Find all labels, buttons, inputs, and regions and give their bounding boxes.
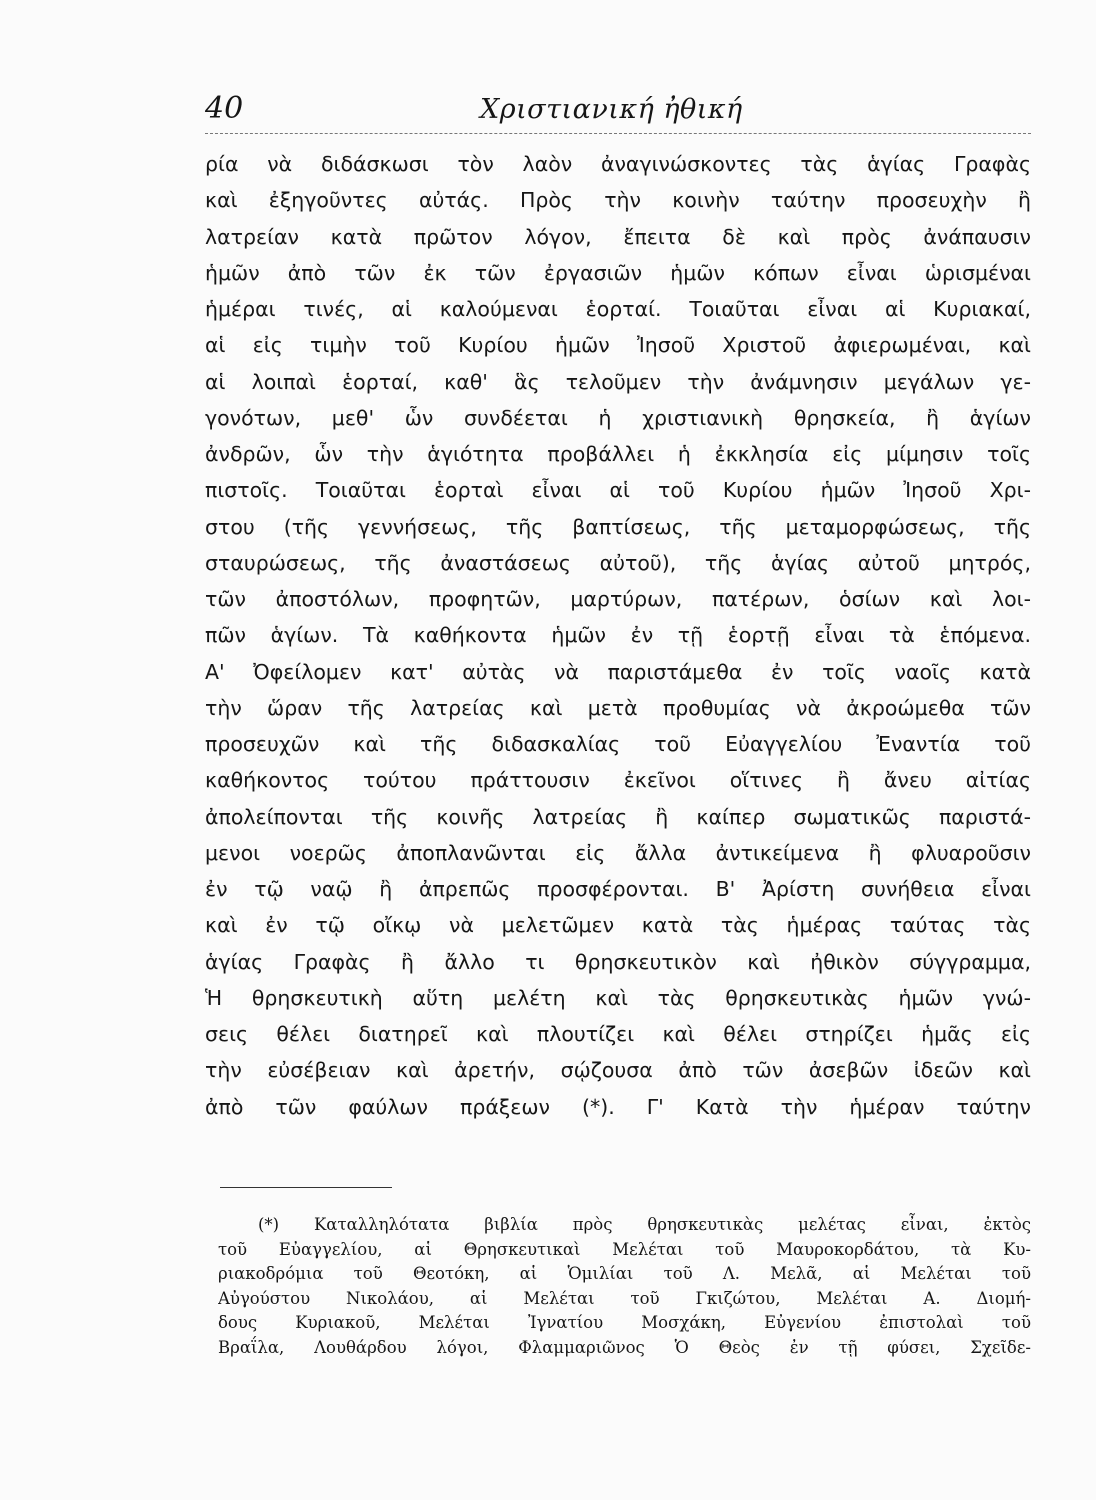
text-line: τὴν εὐσέβειαν καὶ ἀρετήν, σῴζουσα ἀπὸ τῶν ἀσεβῶν ἰδεῶν καὶ xyxy=(205,1058,1031,1083)
text-line: προσευχῶν καὶ τῆς διδασκαλίας τοῦ Εὐαγγελίου Ἐναντία τοῦ xyxy=(205,732,1031,756)
text-line: σταυρώσεως, τῆς ἀναστάσεως αὐτοῦ), τῆς ἁγίας αὐτοῦ μητρός, xyxy=(205,550,1031,575)
text-line: πῶν ἁγίων. Τὰ καθήκοντα ἡμῶν ἐν τῇ ἑορτῇ εἶναι τὰ ἑπόμενα. xyxy=(205,623,1031,648)
text-line: Α' Ὀφείλομεν κατ' αὐτὰς νὰ παριστάμεθα ἐν τοῖς ναοῖς κατὰ xyxy=(205,659,1031,684)
page-number: 40 xyxy=(205,91,244,126)
header-divider xyxy=(205,133,1031,134)
footnote-line: Αὐγούστου Νικολάου, αἱ Μελέται τοῦ Γκιζώτου, Μελέται Α. Διομή- xyxy=(218,1288,1031,1308)
text-line: καὶ ἐν τῷ οἴκῳ νὰ μελετῶμεν κατὰ τὰς ἡμέρας ταύτας τὰς xyxy=(205,913,1031,938)
footnote xyxy=(218,1213,1031,1361)
text-line: ἀπολείπονται τῆς κοινῆς λατρείας ἢ καίπερ σωματικῶς παριστά- xyxy=(205,804,1031,829)
text-line: καθήκοντος τούτου πράττουσιν ἐκεῖνοι οἵτινες ἢ ἄνευ αἰτίας xyxy=(205,768,1031,793)
text-line: Ἡ θρησκευτικὴ αὕτη μελέτη καὶ τὰς θρησκευτικὰς ἡμῶν γνώ- xyxy=(205,985,1031,1010)
text-line: σεις θέλει διατηρεῖ καὶ πλουτίζει καὶ θέλει στηρίζει ἡμᾶς εἰς xyxy=(205,1022,1031,1046)
text-line: γονότων, μεθ' ὧν συνδέεται ἡ χριστιανικὴ θρησκεία, ἢ ἁγίων xyxy=(205,405,1031,430)
text-line: αἱ εἰς τιμὴν τοῦ Κυρίου ἡμῶν Ἰησοῦ Χριστοῦ ἀφιερωμέναι, καὶ xyxy=(205,333,1031,358)
footnote-divider xyxy=(220,1187,392,1188)
text-line: ἡμέραι τινές, αἱ καλούμεναι ἑορταί. Τοιαῦται εἶναι αἱ Κυριακαί, xyxy=(205,297,1031,321)
text-line: αἱ λοιπαὶ ἑορταί, καθ' ἃς τελοῦμεν τὴν ἀνάμνησιν μεγάλων γε- xyxy=(205,369,1031,394)
text-line: ρία νὰ διδάσκωσι τὸν λαὸν ἀναγινώσκοντες τὰς ἁγίας Γραφὰς xyxy=(205,152,1031,176)
text-line: πιστοῖς. Τοιαῦται ἑορταὶ εἶναι αἱ τοῦ Κυρίου ἡμῶν Ἰησοῦ Χρι- xyxy=(205,478,1031,503)
running-title: Χριστιανική ἠθική xyxy=(480,94,743,125)
footnote-line: ριακοδρόμια τοῦ Θεοτόκη, αἱ Ὁμιλίαι τοῦ Λ. Μελᾶ, αἱ Μελέται τοῦ xyxy=(218,1264,1031,1284)
text-line: μενοι νοερῶς ἀποπλανῶνται εἰς ἄλλα ἀντικείμενα ἢ φλυαροῦσιν xyxy=(205,840,1031,865)
text-line: τὴν ὥραν τῆς λατρείας καὶ μετὰ προθυμίας νὰ ἀκροώμεθα τῶν xyxy=(205,695,1031,720)
main-text xyxy=(205,146,1031,1125)
text-line: ἀνδρῶν, ὧν τὴν ἁγιότητα προβάλλει ἡ ἐκκλησία εἰς μίμησιν τοῖς xyxy=(205,442,1031,466)
text-line: ἁγίας Γραφὰς ἢ ἄλλο τι θρησκευτικὸν καὶ ἠθικὸν σύγγραμμα, xyxy=(205,949,1031,974)
text-line: τῶν ἀποστόλων, προφητῶν, μαρτύρων, πατέρων, ὁσίων καὶ λοι- xyxy=(205,587,1031,611)
text-line: ἐν τῷ ναῷ ἢ ἀπρεπῶς προσφέρονται. Β' Ἀρίστη συνήθεια εἶναι xyxy=(205,877,1031,901)
page-header xyxy=(205,92,1035,132)
footnote-line: τοῦ Εὐαγγελίου, αἱ Θρησκευτικαὶ Μελέται τοῦ Μαυροκορδάτου, τὰ Κυ- xyxy=(218,1239,1031,1259)
footnote-line: δους Κυριακοῦ, Μελέται Ἰγνατίου Μοσχάκη, Εὐγενίου ἐπιστολαὶ τοῦ xyxy=(218,1313,1031,1333)
footnote-line: Βραΐλα, Λουθάρδου λόγοι, Φλαμμαριῶνος Ὁ Θεὸς ἐν τῇ φύσει, Σχεῖδε- xyxy=(218,1337,1031,1357)
text-line: καὶ ἐξηγοῦντες αὐτάς. Πρὸς τὴν κοινὴν ταύτην προσευχὴν ἢ xyxy=(205,188,1031,213)
text-line: ἡμῶν ἀπὸ τῶν ἐκ τῶν ἐργασιῶν ἡμῶν κόπων εἶναι ὡρισμέναι xyxy=(205,260,1031,285)
footnote-line: (*) Καταλληλότατα βιβλία πρὸς θρησκευτικὰς μελέτας εἶναι, ἐκτὸς xyxy=(258,1215,1031,1234)
text-line: στου (τῆς γεννήσεως, τῆς βαπτίσεως, τῆς μεταμορφώσεως, τῆς xyxy=(205,514,1031,539)
text-line: ἀπὸ τῶν φαύλων πράξεων (*). Γ' Κατὰ τὴν ἡμέραν ταύτην xyxy=(205,1094,1031,1119)
text-line: λατρείαν κατὰ πρῶτον λόγον, ἔπειτα δὲ καὶ πρὸς ἀνάπαυσιν xyxy=(205,224,1031,249)
